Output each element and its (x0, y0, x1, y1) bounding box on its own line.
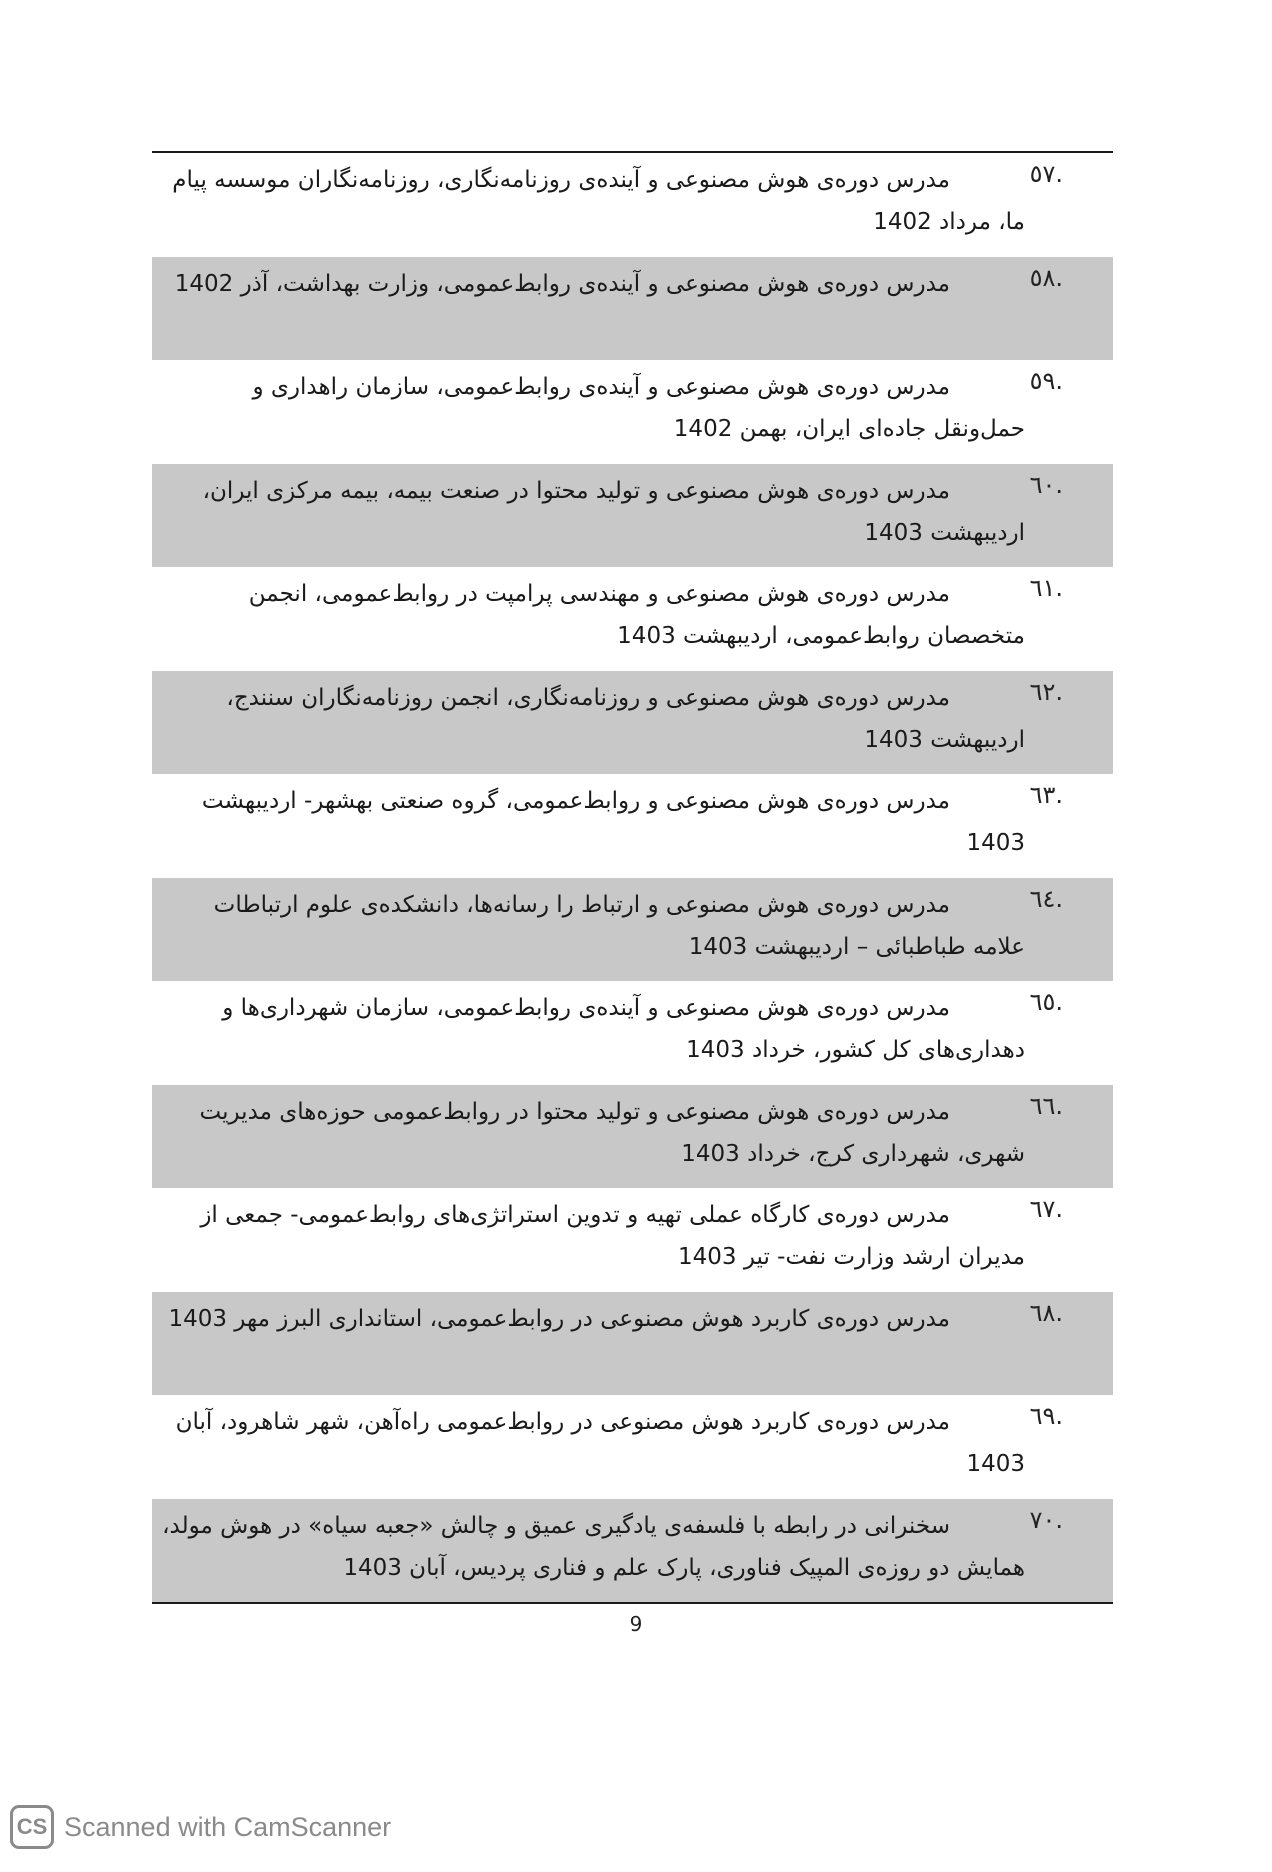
entries-table (152, 151, 1113, 1604)
entry-row (152, 878, 1113, 982)
entry-number: .٦٤ (1029, 884, 1063, 913)
page-number: 9 (629, 1612, 643, 1636)
entry-number: .٦٩ (1029, 1402, 1063, 1430)
entry-number: .٦٧ (1029, 1195, 1063, 1223)
entry-row (152, 153, 1113, 257)
entry-row (152, 774, 1113, 878)
entry-text: مدرس دوره‌ی هوش مصنوعی و تولید محتوا در صنعت بیمه، بیمه مرکزی ایران، اردیبهشت 1403 (202, 477, 1025, 546)
entry-text: مدرس دوره‌ی هوش مصنوعی و تولید محتوا در روابط‌عمومی حوزه‌های مدیریت شهری، شهرداری کرج، خرداد 1403 (199, 1098, 1025, 1167)
entry-text: مدرس دوره‌ی کاربرد هوش مصنوعی در روابط‌عمومی راه‌آهن، شهر شاهرود، آبان 1403 (175, 1409, 1025, 1477)
watermark-text: Scanned with CamScanner (64, 1811, 392, 1842)
entry-row (152, 464, 1113, 568)
entry-text: مدرس دوره‌ی هوش مصنوعی و آینده‌ی روزنامه‌نگاری، روزنامه‌نگاران موسسه پیام ما، مرداد 1402 (172, 167, 1025, 235)
entry-number: .٥٧ (1029, 160, 1063, 188)
entry-number: .٦٦ (1029, 1091, 1063, 1120)
entry-number: .٥٨ (1029, 263, 1063, 292)
entry-number: .٦٣ (1029, 781, 1063, 809)
entry-number: .٧٠ (1029, 1505, 1063, 1534)
entry-row (152, 1499, 1113, 1603)
entry-row (152, 257, 1113, 361)
entry-number: .٦٥ (1029, 988, 1063, 1016)
entry-row (152, 671, 1113, 775)
entry-row (152, 1292, 1113, 1396)
entry-text: مدرس دوره‌ی هوش مصنوعی و مهندسی پرامپت در روابط‌عمومی، انجمن متخصصان روابط‌عمومی، اردیبهشت 1403 (248, 581, 1025, 649)
entry-row (152, 360, 1113, 464)
entry-text: مدرس دوره‌ی هوش مصنوعی و آینده‌ی روابط‌عمومی، سازمان راهداری و حمل‌ونقل جاده‌ای ایران، بهمن 1402 (252, 374, 1025, 442)
entry-text: مدرس دوره‌ی هوش مصنوعی و روابط‌عمومی، گروه صنعتی بهشهر- اردیبهشت 1403 (201, 788, 1025, 856)
entry-text: سخنرانی در رابطه با فلسفه‌ی یادگیری عمیق و چالش «جعبه سیاه» در هوش مولد، همایش دو روزه‌ی المپیک فناوری، پارک علم و فناری پردیس، آبان 1403 (162, 1512, 1025, 1581)
entry-row (152, 981, 1113, 1085)
entry-number: .٦٠ (1029, 470, 1063, 499)
entry-text: مدرس دوره‌ی هوش مصنوعی و آینده‌ی روابط‌عمومی، سازمان شهرداری‌ها و دهداری‌های کل کشور، خرداد 1403 (222, 995, 1025, 1063)
entry-text: مدرس دوره‌ی هوش مصنوعی و روزنامه‌نگاری، انجمن روزنامه‌نگاران سنندج، اردیبهشت 1403 (226, 684, 1025, 753)
entry-text: مدرس دوره‌ی کارگاه عملی تهیه و تدوین استراتژی‌های روابط‌عمومی- جمعی از مدیران ارشد وزارت نفت- تیر 1403 (200, 1202, 1025, 1270)
entry-row (152, 1395, 1113, 1499)
entry-row (152, 1085, 1113, 1189)
entry-text: مدرس دوره‌ی هوش مصنوعی و ارتباط را رسانه‌ها، دانشکده‌ی علوم ارتباطات علامه طباطبائی – اردیبهشت 1403 (213, 891, 1025, 960)
entry-text: مدرس دوره‌ی کاربرد هوش مصنوعی در روابط‌عمومی، استانداری البرز مهر 1403 (168, 1305, 950, 1332)
entry-row (152, 567, 1113, 671)
camscanner-logo-icon: CS (10, 1805, 54, 1849)
entry-number: .٦٢ (1029, 677, 1063, 706)
camscanner-watermark (10, 1805, 391, 1849)
entry-number: .٦٨ (1029, 1298, 1063, 1327)
entry-number: .٦١ (1029, 574, 1063, 602)
entry-number: .٥٩ (1029, 367, 1063, 395)
entry-row (152, 1188, 1113, 1292)
entry-text: مدرس دوره‌ی هوش مصنوعی و آینده‌ی روابط‌عمومی، وزارت بهداشت، آذر 1402 (174, 270, 950, 297)
